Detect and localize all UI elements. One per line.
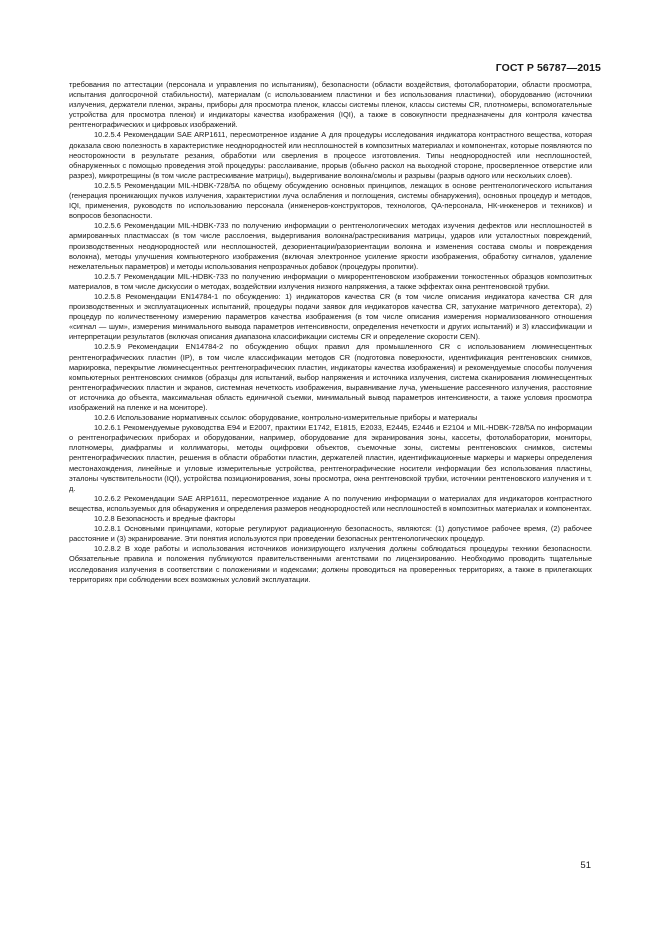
paragraph-10-2-5-9: 10.2.5.9 Рекомендации EN14784-2 по обсуждению общих правил для промышленного CR с использованием люминесцентных рентгенографических пластин (IP), в том числе классификации методов CR (подготовка поверхности, идентификация рентгеновских снимков, маркировка, перекрытие люминесцентных рентгенографических пластин, индикаторы качества изображения) и рекомендуемые способы получения компьютерных рентгеновских снимков (образцы для испытаний, выбор напряжения и источника излучения, система сканирования люминесцентных рентгенографических пластин и экранов, системная нечеткость изображения, выравнивание луча, уменьшение рассеянного излучения, расстояние от источника до объекта, максимальная область единичной съемки, минимальный вывод параметров интенсивности, а также условия просмотра изображений на пленке и на мониторе). (69, 342, 592, 412)
paragraph-10-2-8-2: 10.2.8.2 В ходе работы и использования источников ионизирующего излучения должны соблюдаться процедуры техники безопасности. Обязательные правила и положения публикуются правительственными агентствами по лицензированию. Необходимо проводить тщательные исследования излучения в соответствии с положениями и кодексами; должны проводиться на проверенных территориях, а также в прилегающих территориях при соблюдении всех возможных условий эксплуатации. (69, 544, 592, 584)
paragraph-10-2-5-4: 10.2.5.4 Рекомендации SAE ARP1611, пересмотренное издание А для процедуры исследования индикатора контрастного вещества, которая доказала свою полезность в характеристике неоднородностей или несплошностей в композитных материалах и компонентах, которые появляются по неосторожности в результате резания, обработки или сверления в процессе изготовления. Типы неоднородностей или несплошностей, обнаруженных с помощью проведения этой процедуры: расслаивание, прорыв (обычно раскол на выходной стороне, просверленное отверстие или разрез), микротрещины (в том числе растрескивание матрицы), выдергивание волокна/смолы и разрывы (разрыв одного или нескольких слоев). (69, 130, 592, 180)
section-heading-10-2-8: 10.2.8 Безопасность и вредные факторы (94, 514, 236, 524)
paragraph-10-2-8-1: 10.2.8.1 Основными принципами, которые регулируют радиационную безопасность, являются: (1) допустимое рабочее время, (2) рабочее расстояние и (3) экранирование. Эти понятия используются при проведении безопасных рентгенологических процедур. (69, 524, 592, 544)
document-body (69, 80, 592, 585)
section-heading-10-2-6: 10.2.6 Использование нормативных ссылок: оборудование, контрольно-измерительные приборы и материалы (94, 413, 478, 423)
paragraph-continuation: требования по аттестации (персонала и управления по испытаниям), безопасности (области воздействия, фотолаборатории, области просмотра, испытания долгосрочной стабильности), материалам (с использованием пластинки и без использования пластинки), оборудованию (источники излучения, держатели пленки, экраны, приборы для просмотра пленок, классы системы пленок, классы системы CR, плотномеры, вспомогательные устройства для просмотра пленок) и индикаторы качества изображения (IQI), а также в совокупности предназначены для контроля качества рентгенографических и цифровых изображений. (69, 80, 592, 130)
document-id-header: ГОСТ Р 56787—2015 (495, 62, 601, 74)
paragraph-10-2-5-7: 10.2.5.7 Рекомендации MIL-HDBK-733 по получению информации о микрорентгеновском изображении тонкостенных образцов композитных материалов, в том числе дискуссии о методах, воздействии излучения низкого напряжения, а также эффектах окна рентгеновской трубки. (69, 271, 592, 291)
page-number: 51 (580, 860, 591, 871)
paragraph-10-2-5-8: 10.2.5.8 Рекомендации EN14784-1 по обсуждению: 1) индикаторов качества CR (в том числе описания индикатора качества CR для производственных и эксплуатационных испытаний, процедуры подачи заявок для индикаторов качества CR, затухание матричного детектора), 2) процедур по количественному измерению параметров качества изображения (в том числе описания измерения нормализованного отношения «сигнал — шум», измерения минимального вывода параметров интенсивности, определения нечеткости и других испытаний) и 3) классификации и интерпретации результатов (включая описания диапазона классификации системы CR и определение скорости CEN). (69, 291, 592, 342)
paragraph-10-2-6-2: 10.2.6.2 Рекомендации SAE ARP1611, пересмотренное издание А по получению информации о материалах для индикаторов контрастного вещества, используемых для обнаружения и определения размеров неоднородностей или несплошностей в композитных материалах и компонентах. (69, 493, 592, 513)
paragraph-10-2-5-6: 10.2.5.6 Рекомендации MIL-HDBK-733 по получению информации о рентгенологических методах изучения дефектов или несплошностей в армированных пластмассах (в том числе расслоения, выдергивания волокна/растрескивания матрицы, ударов или усталостных повреждений, производственных неоднородностей или несплошностей, дезориентации/разориентации волокна и изменения состава смолы и повреждения волокна), методы улучшения компьютерного изображения (включая электронное усиление яркости изображения, обработку сигналов, удаление нежелательных параметров) и методы использования непрозрачных добавок (процедуры пропитки). (69, 221, 592, 271)
paragraph-10-2-6-1: 10.2.6.1 Рекомендуемые руководства E94 и E2007, практики E1742, E1815, E2033, E2445, E2446 и E2104 и MIL-HDBK-728/5A по информации о рентгенографических приборах и оборудовании, например, оборудование для экранирования зоны, кассеты, фотолаборатории, мониторы, плотномеры, диафрагмы и коллиматоры, методы оцифровки объектов, съемочные зоны, системы рентгеновских снимков, системы рентгенографических пластин, решения в области обработки пластин, держателей пластин, идентификационные маркеры и маркеры определения местонахождения, линейные и угловые измерительные устройства, рентгенографические носители информации без использования пластины, эталоны чувствительности (IQI), устройства позиционирования, зоны просмотра, окна рентгеновской трубки, источники рентгеновского излучения и т. д. (69, 423, 592, 493)
paragraph-10-2-5-5: 10.2.5.5 Рекомендации MIL-HDBK-728/5A по общему обсуждению основных принципов, лежащих в основе рентгенологического испытания (генерация проникающих пучков излучения, характеристики луча ослабления и поглощения, системы обнаружения), основных процедур и методов, IQI, применения, руководств по использованию персонала (инженеров-конструкторов, технологов, QA-персонала, НК-инженеров и техников) и вопросов безопасности. (69, 180, 592, 221)
